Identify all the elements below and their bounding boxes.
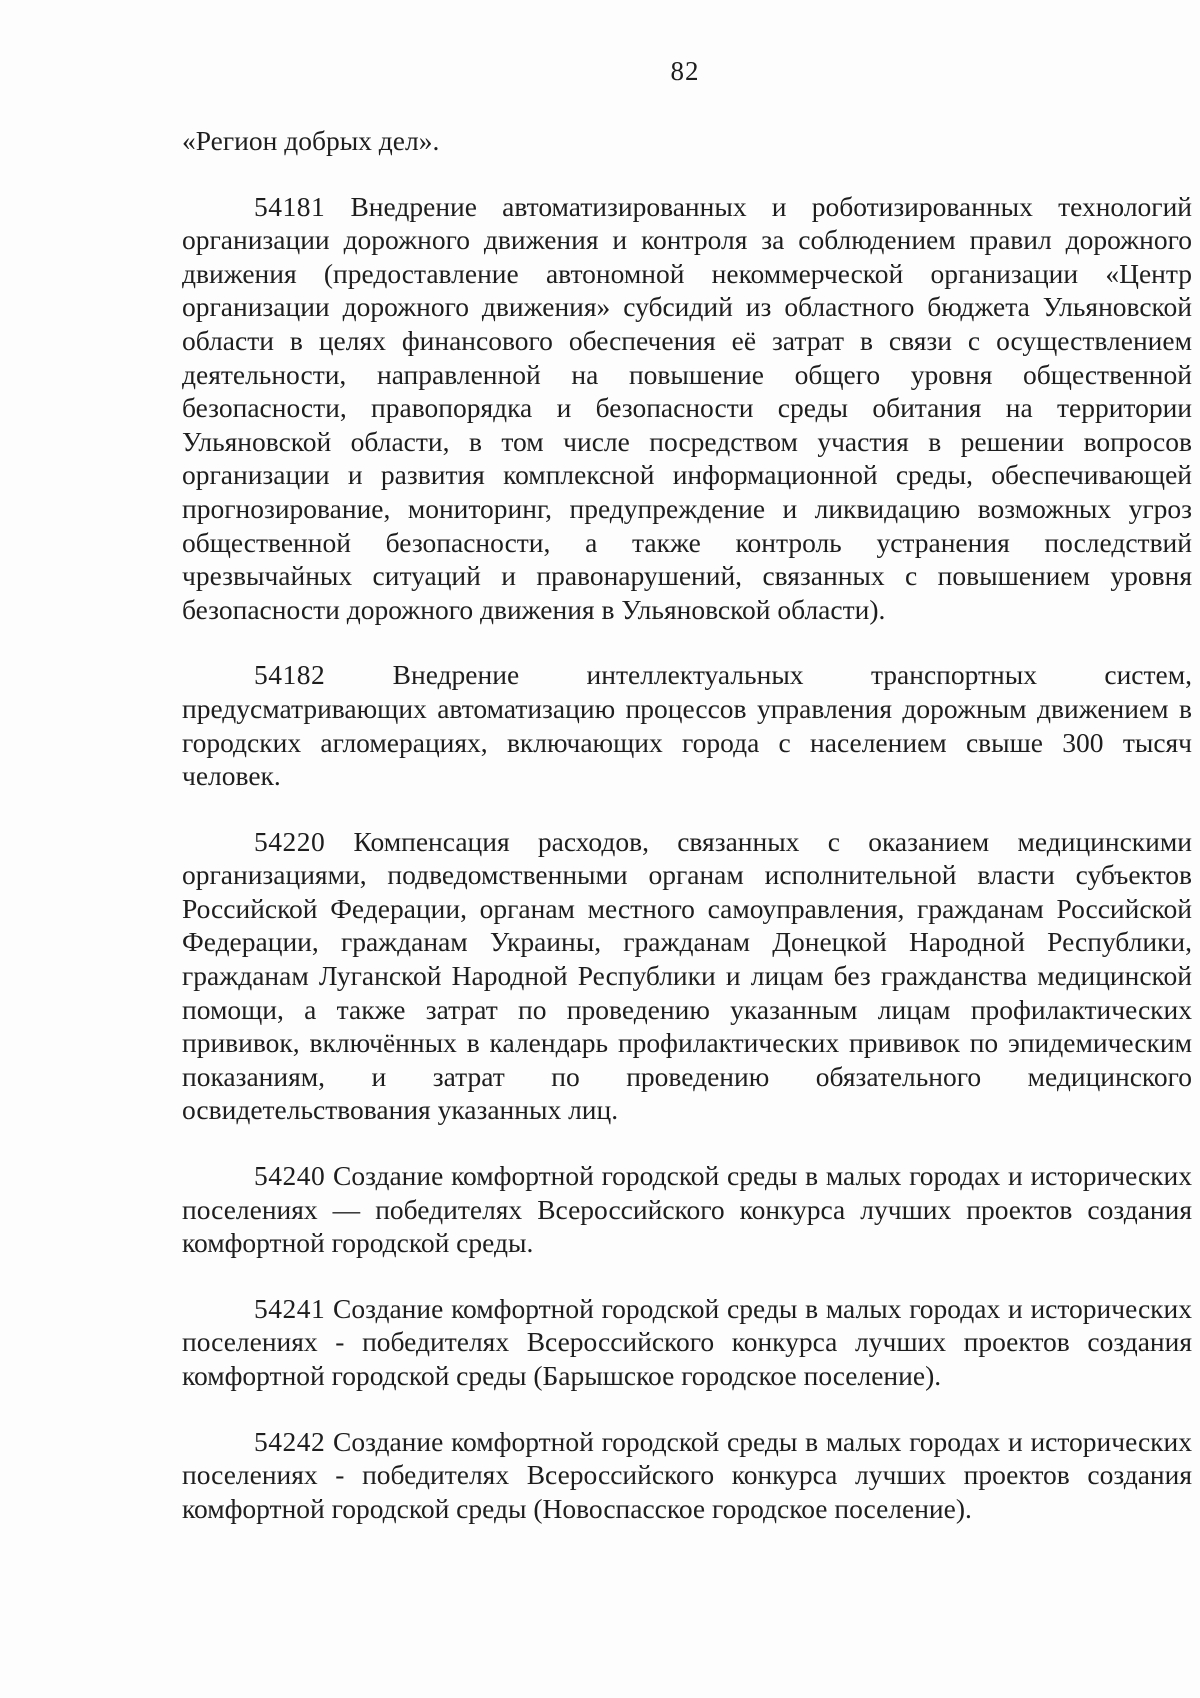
paragraph-54240 [182,1159,1192,1260]
budget-code: 54220 [254,825,326,857]
budget-code: 54181 [254,190,326,222]
document-body [182,124,1192,1525]
paragraph-text: Создание комфортной городской среды в малых городах и исторических поселениях - победителях Всероссийского конкурса лучших проектов создания комфортной городской среды (Новоспасское городское поселение). [182,1425,1192,1524]
paragraph-text: Создание комфортной городской среды в малых городах и исторических поселениях — победителях Всероссийского конкурса лучших проектов создания комфортной городской среды. [182,1160,1192,1259]
paragraph-54241 [182,1292,1192,1393]
paragraph-54242 [182,1425,1192,1526]
budget-code: 54240 [254,1160,326,1192]
paragraph-54181 [182,190,1192,627]
budget-code: 54182 [254,659,326,691]
budget-code: 54242 [254,1425,326,1457]
paragraph-text: «Регион добрых дел». [182,125,440,156]
paragraph-text: Компенсация расходов, связанных с оказанием медицинскими организациями, подведомственными органам исполнительной власти субъектов Российской Федерации, органам местного самоуправления, гражданам Российской Федерации, гражданам Украины, гражданам Донецкой Народной Республики, гражданам Луганской Народной Республики и лицам без гражданства медицинской помощи, а также затрат по проведению указанным лицам профилактических прививок, включённых в календарь профилактических прививок по эпидемическим показаниям, и затрат по проведению обязательного медицинского освидетельствования указанных лиц. [182,825,1192,1126]
paragraph-text: Внедрение автоматизированных и роботизированных технологий организации дорожного движения и контроля за соблюдением правил дорожного движения (предоставление автономной некоммерческой организации «Центр организации дорожного движения» субсидий из областного бюджета Ульяновской области в целях финансового обеспечения её затрат в связи с осуществлением деятельности, направленной на повышение общего уровня общественной безопасности, правопорядка и безопасности среды обитания на территории Ульяновской области, в том числе посредством участия в решении вопросов организации и развития комплексной информационной среды, обеспечивающей прогнозирование, мониторинг, предупреждение и ликвидацию возможных угроз общественной безопасности, а также контроль устранения последствий чрезвычайных ситуаций и правонарушений, связанных с повышением уровня безопасности дорожного движения в Ульяновской области). [182,190,1193,625]
paragraph-text: Внедрение интеллектуальных транспортных систем, предусматривающих автоматизацию процессов управления дорожным движением в городских агломерациях, включающих города с населением свыше 300 тысяч человек. [182,659,1193,792]
page-number: 82 [670,56,700,86]
continuation-paragraph [182,124,1192,158]
paragraph-54182 [182,658,1192,792]
budget-code: 54241 [254,1292,326,1324]
paragraph-54220 [182,825,1192,1127]
paragraph-text: Создание комфортной городской среды в малых городах и исторических поселениях - победителях Всероссийского конкурса лучших проектов создания комфортной городской среды (Барышское городское поселение). [182,1292,1192,1391]
